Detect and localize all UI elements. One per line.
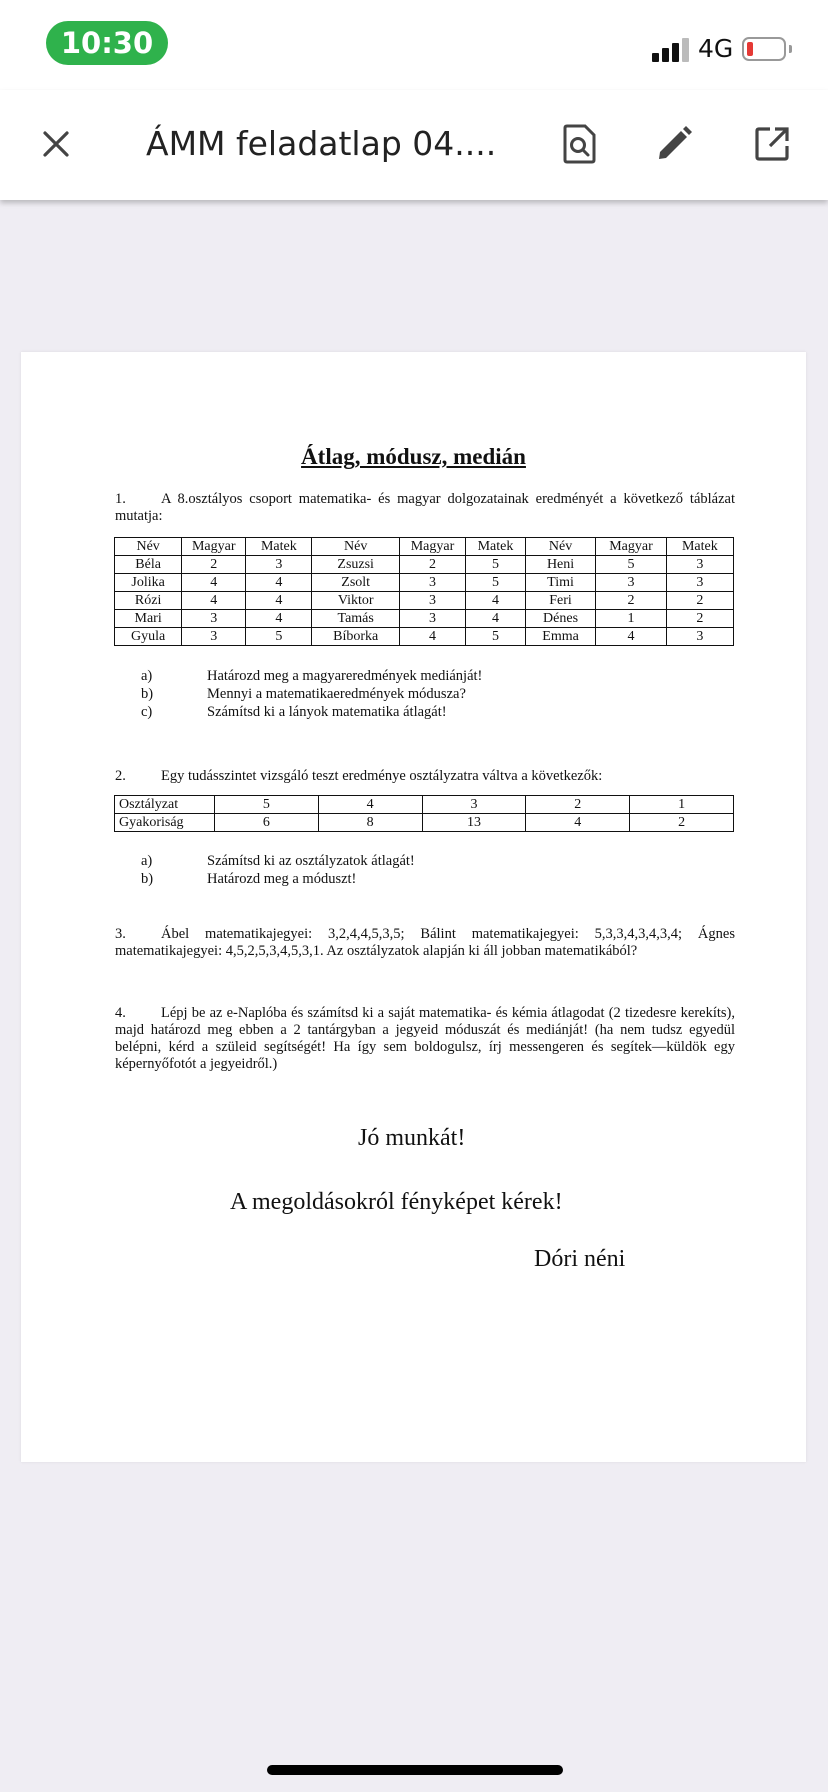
q2-task-list (115, 852, 415, 888)
table-cell: Dénes (525, 610, 595, 628)
table-cell: 8 (318, 814, 422, 832)
table-cell: 3 (422, 796, 526, 814)
table-cell: 4 (182, 574, 246, 592)
table-row (115, 628, 734, 646)
table-cell: Zsolt (312, 574, 400, 592)
table-cell: Rózi (115, 592, 182, 610)
table-header-cell: Név (115, 538, 182, 556)
table-header-cell: Név (312, 538, 400, 556)
status-time: 10:30 (46, 21, 168, 65)
table-row (115, 796, 734, 814)
table-cell: 4 (596, 628, 666, 646)
task-text: Határozd meg a móduszt! (207, 871, 357, 887)
table-row (115, 556, 734, 574)
table-cell: 4 (526, 814, 630, 832)
worksheet-title: Átlag, módusz, medián (301, 444, 526, 469)
close-icon (41, 129, 71, 159)
q1-table (114, 537, 734, 646)
q4-number: 4. (115, 1005, 126, 1021)
q1-table-header (115, 538, 734, 556)
q3-number: 3. (115, 926, 126, 942)
table-cell: 4 (246, 592, 312, 610)
table-cell: 3 (666, 574, 733, 592)
preview-button[interactable] (552, 116, 608, 172)
table-row (115, 814, 734, 832)
list-item (115, 667, 482, 685)
task-text: Határozd meg a magyareredmények mediánját! (207, 668, 483, 684)
table-cell: 4 (246, 574, 312, 592)
table-cell: 3 (666, 556, 733, 574)
task-letter: c) (141, 704, 153, 720)
q2-table (114, 795, 734, 832)
table-row-label: Gyakoriság (115, 814, 215, 832)
q4-text (115, 1005, 735, 1073)
table-header-cell: Matek (466, 538, 526, 556)
task-text: Számítsd ki a lányok matematika átlagát! (207, 704, 447, 720)
pencil-icon (655, 125, 693, 163)
list-item (115, 852, 415, 870)
table-cell: Viktor (312, 592, 400, 610)
table-cell: 2 (596, 592, 666, 610)
q3-text (115, 926, 735, 960)
table-row (115, 574, 734, 592)
table-cell: 13 (422, 814, 526, 832)
q2-body: Egy tudásszintet vizsgáló teszt eredménye osztályzatra váltva a következők: (161, 768, 603, 784)
task-letter: a) (141, 853, 153, 869)
table-cell: 4 (182, 592, 246, 610)
table-cell: 5 (466, 556, 526, 574)
signal-icon (652, 38, 692, 62)
table-header-cell: Magyar (182, 538, 246, 556)
list-item (115, 870, 415, 888)
q2-text (115, 768, 735, 785)
table-cell: 3 (399, 610, 465, 628)
table-cell: Heni (525, 556, 595, 574)
table-cell: Jolika (115, 574, 182, 592)
table-cell: 5 (466, 574, 526, 592)
table-cell: 2 (630, 814, 734, 832)
task-text: Számítsd ki az osztályzatok átlagát! (207, 853, 415, 869)
table-cell: 4 (466, 610, 526, 628)
open-external-button[interactable] (744, 116, 800, 172)
table-cell: 6 (214, 814, 318, 832)
table-cell: 5 (596, 556, 666, 574)
table-cell: Emma (525, 628, 595, 646)
table-cell: 2 (526, 796, 630, 814)
q1-number: 1. (115, 491, 126, 507)
table-header-cell: Magyar (596, 538, 666, 556)
table-header-cell: Matek (666, 538, 733, 556)
q3-body: Ábel matematikajegyei: 3,2,4,4,5,3,5; Bálint matematikajegyei: 5,3,3,4,3,4,3,4; Ágnes matematikajegyei: 4,5,2,5,3,4,5,3,1. Az osztályzatok alapján ki áll jobban matematikából? (115, 926, 735, 959)
table-cell: 4 (246, 610, 312, 628)
task-letter: b) (141, 686, 154, 702)
table-cell: Gyula (115, 628, 182, 646)
battery-icon (742, 37, 786, 61)
table-cell: 3 (399, 574, 465, 592)
task-letter: b) (141, 871, 154, 887)
table-cell: Zsuzsi (312, 556, 400, 574)
table-cell: Béla (115, 556, 182, 574)
q2-number: 2. (115, 768, 126, 784)
table-cell: 5 (246, 628, 312, 646)
close-button[interactable] (28, 116, 84, 172)
table-cell: 1 (630, 796, 734, 814)
q1-body: A 8.osztályos csoport matematika- és magyar dolgozatainak eredményét a következő táblázat mutatja: (115, 491, 735, 524)
table-cell: 4 (399, 628, 465, 646)
table-cell: 3 (182, 610, 246, 628)
open-external-icon (754, 126, 790, 162)
table-header-cell: Magyar (399, 538, 465, 556)
status-bar (0, 0, 828, 90)
table-header-cell: Matek (246, 538, 312, 556)
table-cell: Timi (525, 574, 595, 592)
network-type: 4G (698, 34, 734, 63)
table-row-label: Osztályzat (115, 796, 215, 814)
battery-tip (789, 45, 792, 53)
list-item (115, 685, 482, 703)
signature: Dóri néni (534, 1246, 626, 1272)
table-cell: 3 (246, 556, 312, 574)
table-cell: Mari (115, 610, 182, 628)
table-cell: 3 (182, 628, 246, 646)
table-cell: Feri (525, 592, 595, 610)
q4-body: Lépj be az e-Naplóba és számítsd ki a saját matematika- és kémia átlagodat (2 tizedesre kerekíts), majd határozd meg ebben a 2 tantárgyban a jegyeid móduszát és mediánját! (ha nem tudsz egyedül belépni, kérd a szüleid segítségét! Ha így sem boldogulsz, írj messengeren és segítek—küldök egy képernyőfotót a jegyeidről.) (115, 1005, 735, 1072)
document-page (21, 352, 806, 1462)
task-letter: a) (141, 668, 153, 684)
document-title: ÁMM feladatlap 04.... (146, 124, 497, 163)
table-cell: 2 (182, 556, 246, 574)
app-bar (0, 90, 828, 200)
home-indicator[interactable] (267, 1765, 563, 1775)
table-cell: 3 (399, 592, 465, 610)
table-cell: 3 (666, 628, 733, 646)
table-cell: 2 (399, 556, 465, 574)
q1-text (115, 491, 735, 525)
table-cell: Tamás (312, 610, 400, 628)
table-cell: 4 (466, 592, 526, 610)
task-text: Mennyi a matematikaeredmények módusza? (207, 686, 466, 702)
q1-task-list (115, 667, 482, 721)
table-cell: 2 (666, 610, 733, 628)
table-row (115, 610, 734, 628)
edit-button[interactable] (646, 116, 702, 172)
table-header-cell: Név (525, 538, 595, 556)
table-cell: 4 (318, 796, 422, 814)
table-cell: 3 (596, 574, 666, 592)
table-cell: 5 (214, 796, 318, 814)
closing-request: A megoldásokról fényképet kérek! (230, 1189, 563, 1215)
table-cell: 5 (466, 628, 526, 646)
list-item (115, 703, 482, 721)
table-cell: Bíborka (312, 628, 400, 646)
document-search-icon (563, 124, 597, 164)
table-row (115, 592, 734, 610)
table-cell: 2 (666, 592, 733, 610)
closing-good-work: Jó munkát! (358, 1125, 466, 1151)
table-cell: 1 (596, 610, 666, 628)
